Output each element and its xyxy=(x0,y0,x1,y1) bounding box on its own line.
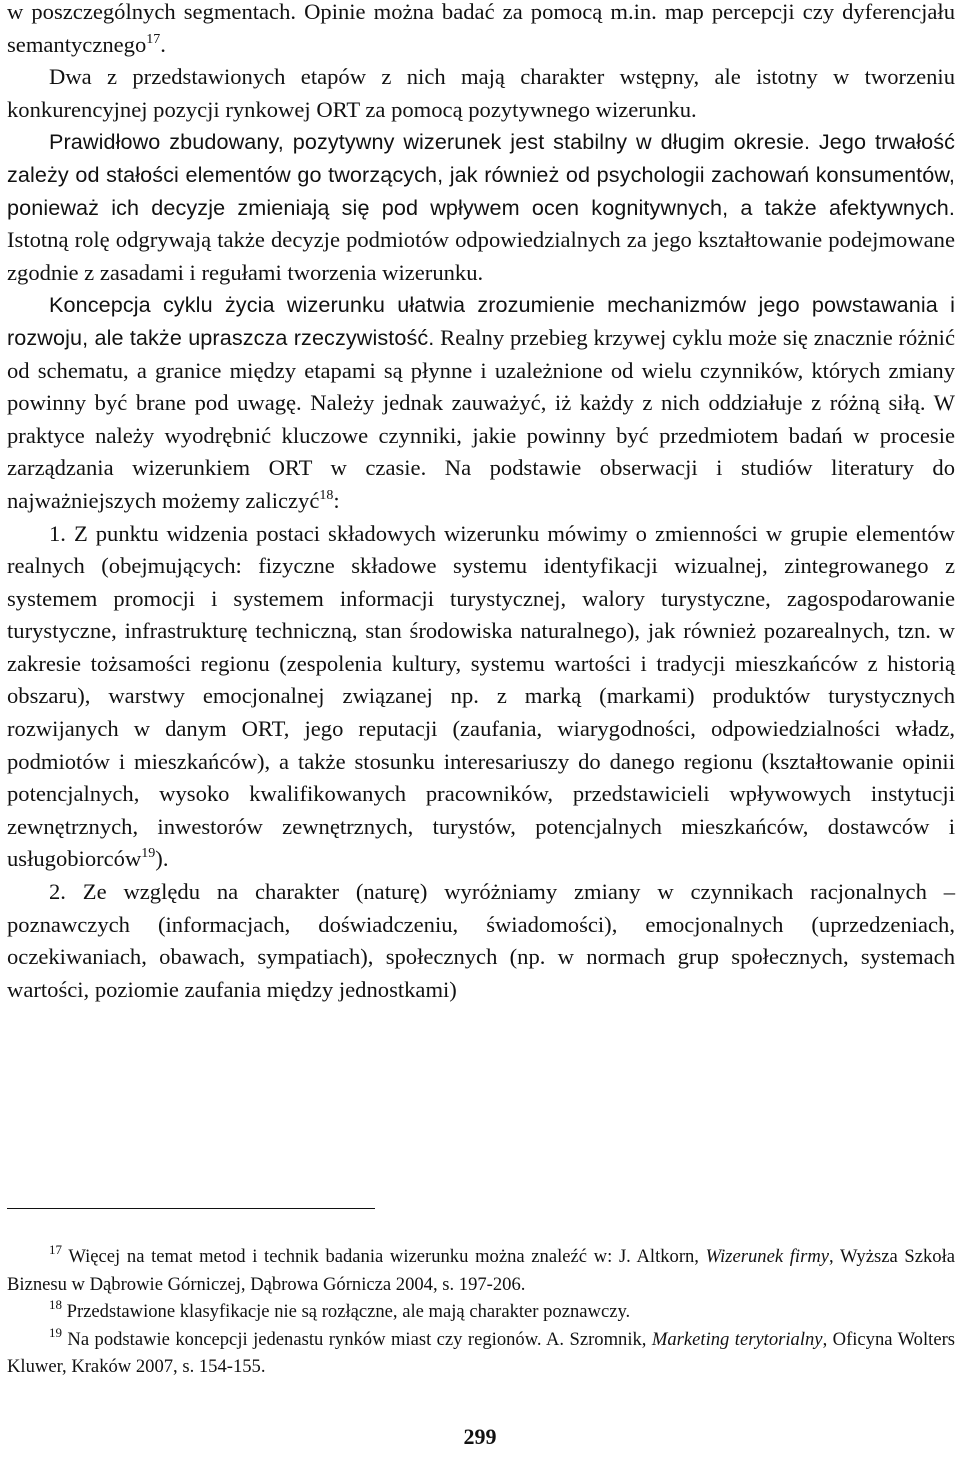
footnote-18: $^{18}$ Przedstawione klasyfikacje nie są rozłączne, ale mają charakter poznawczy. xyxy=(49,1297,631,1322)
page-number: 299 xyxy=(463,1424,497,1449)
footnote-ref-18[interactable]: 18 xyxy=(319,487,334,503)
list-item: 2. Ze względu na charakter (naturę) wyróżniamy zmiany w czynnikach racjonalnych – poznawczych (informacjach, doświadczeniu, świadomości), emocjonalnych (uprzedzeniach, oczekiwaniach, obawach, sympatiach), społecznych (np. w normach grup społecznych, systemach wartości, poziomie zaufania między jednostkami) xyxy=(7,879,955,1002)
list-item: 1. Z punktu widzenia postaci składowych wizerunku mówimy o zmienności w grupie elementów realnych (obejmujących: fizyczne składowe systemu identyfikacji wizualnej, zintegrowanego z systemem promocji i systemem informacji turystycznej, walory turystyczne, zagospodarowanie turystyczne, infrastrukturę techniczną, stan środowiska naturalnego), jak również pozarealnych, tzn. w zakresie tożsamości regionu (zespolenia kultury, systemu wartości i tradycji mieszkańców z historią obszaru), warstwy emocjonalnej związanej np. z marką (markami) produktów turystycznych rozwijanych w danym ORT, jego reputacji (zaufania, wiarygodności, odpowiedzialności władz, podmiotów i mieszkańców), a także stosunku interesariuszy do danego regionu (kształtowanie opinii potencjalnych, wysoko kwalifikowanych pracowników, przedstawicieli wpływowych instytucji zewnętrznych, inwestorów zewnętrznych, turystów, potencjalnych mieszkańców, dostawców i usługobiorców$^{19}$). xyxy=(7,520,955,872)
footnote-ref-17[interactable]: 17 xyxy=(146,31,161,47)
paragraph: Dwa z przedstawionych etapów z nich mają charakter wstępny, ale istotny w tworzeniu konkurencyjnej pozycji rynkowej ORT za pomocą pozytywnego wizerunku. xyxy=(7,64,955,122)
paragraph: Koncepcja cyklu życia wizerunku ułatwia zrozumienie mechanizmów jego powstawania i rozwoju, ale także upraszcza rzeczywistość. Realny przebieg krzywej cyklu może się znacznie różnić od schematu, a granice między etapami są płynne i uzależnione od wielu czynników, których zmiany powinny być brane pod uwagę. Należy jednak zauważyć, iż każdy z nich oddziałuje z różną siłą. W praktyce należy wyodrębnić kluczowe czynniki, jakie powinny być przedmiotem badań w procesie zarządzania wizerunkiem ORT w czasie. Na podstawie obserwacji i studiów literatury do najważniejszych możemy zaliczyć$^{18}$: xyxy=(7,292,955,513)
footnote-divider xyxy=(7,1208,375,1209)
footnote-19: $^{19}$ Na podstawie koncepcji jedenastu rynków miast czy regionów. A. Szromnik, Marketing terytorialny, Oficyna Wolters Kluwer, Kraków 2007, s. 154-155. xyxy=(7,1324,955,1377)
paragraph-continuation: w poszczególnych segmentach. Opinie można badać za pomocą m.in. map percepcji czy dyferencjału semantycznego$^{17}$. xyxy=(7,0,955,57)
footnotes xyxy=(7,1243,955,1381)
paragraph: Prawidłowo zbudowany, pozytywny wizerunek jest stabilny w długim okresie. Jego trwałość zależy od stałości elementów go tworzących, jak również od psychologii zachowań konsumentów, ponieważ ich decyzje zmieniają się pod wpływem ocen kognitywnych, a także afektywnych. Istotną rolę odgrywają także decyzje podmiotów odpowiedzialnych za jego kształtowanie podejmowane zgodnie z zasadami i regułami tworzenia wizerunku. xyxy=(7,129,955,285)
footnote-ref-19[interactable]: 19 xyxy=(141,846,156,862)
main-text xyxy=(7,0,955,1006)
footnote-17: $^{17}$ Więcej na temat metod i technik badania wizerunku można znaleźć w: J. Altkorn, Wizerunek firmy, Wyższa Szkoła Biznesu w Dąbrowie Górniczej, Dąbrowa Górnicza 2004, s. 197-206. xyxy=(7,1242,955,1295)
